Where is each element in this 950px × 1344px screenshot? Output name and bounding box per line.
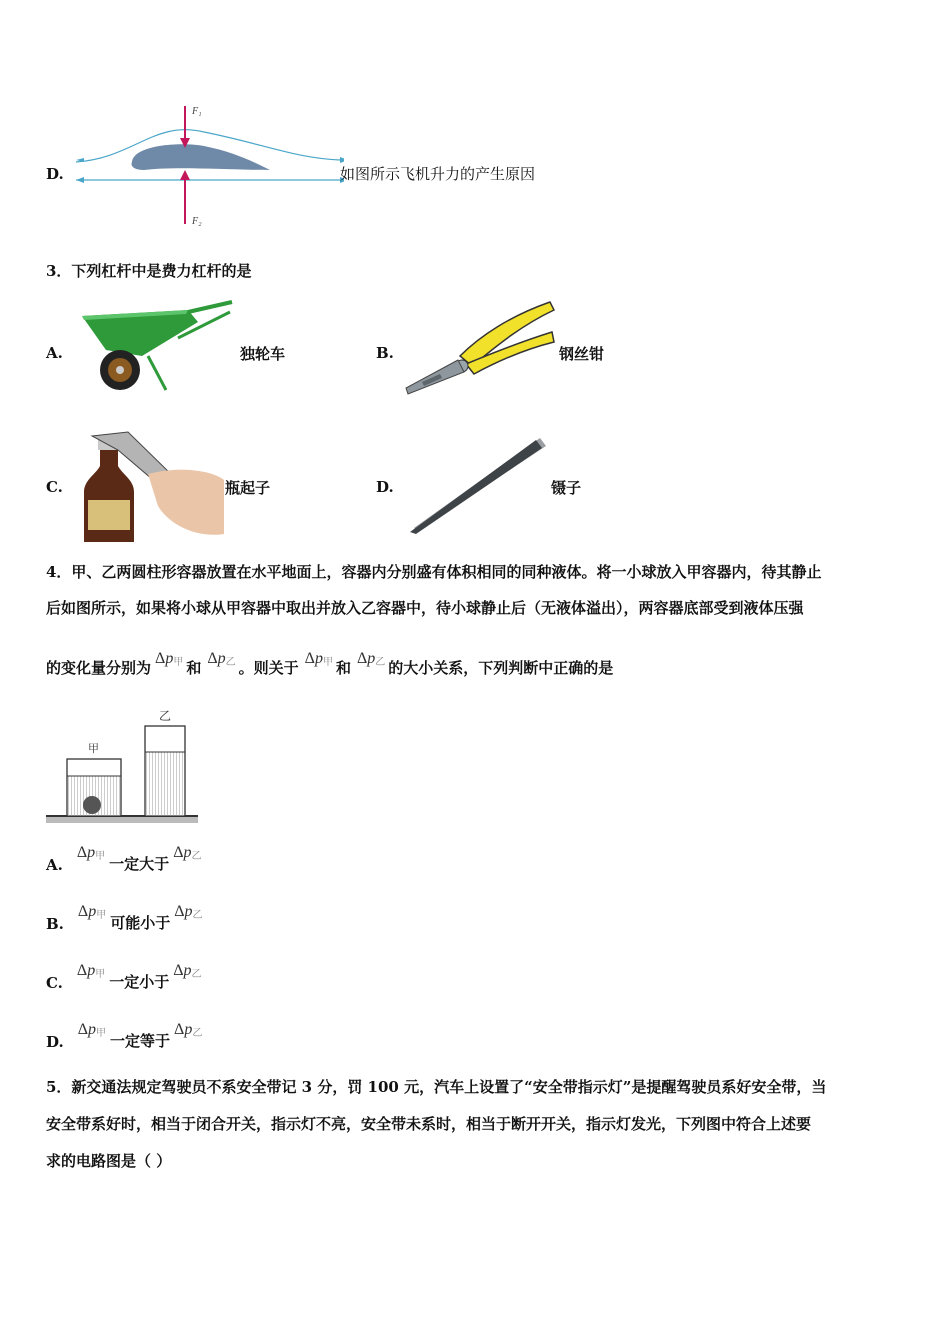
option-text: 瓶起子: [225, 479, 271, 497]
tweezers-icon: [406, 436, 548, 536]
text-segment: 和: [335, 659, 351, 677]
label-jia: 甲: [88, 743, 99, 755]
question-4-line2: 后如图所示，如果将小球从甲容器中取出并放入乙容器中，待小球静止后（无液体溢出），两容器底部受到液体压强: [46, 599, 804, 617]
question-3-stem: 3．下列杠杆中是费力杠杆的是: [46, 262, 252, 280]
q4-option-c[interactable]: C. $\Delta p_甲$ 一定小于 $\Delta p_乙$: [46, 962, 202, 992]
option-label: D.: [376, 478, 394, 496]
wheelbarrow-icon: [78, 298, 234, 394]
delta-p-yi: $\Delta p_乙$: [174, 903, 203, 921]
pliers-icon: [400, 296, 556, 398]
q4-option-a[interactable]: A. $\Delta p_甲$ 一定大于 $\Delta p_乙$: [46, 844, 202, 874]
question-5-line2: 安全带系好时，相当于闭合开关，指示灯不亮，安全带未系时，相当于断开开关，指示灯发光，下列图中符合上述要: [46, 1115, 812, 1133]
option-label: C.: [46, 478, 63, 496]
option-text: 镊子: [551, 479, 582, 497]
delta-p-yi: $\Delta p_乙$: [174, 1021, 203, 1039]
delta-p-yi: $\Delta p_乙$: [207, 650, 236, 668]
text-segment: 和: [186, 659, 202, 677]
question-4-line1: 4．甲、乙两圆柱形容器放置在水平地面上，容器内分别盛有体积相同的同种液体。将一小球放入甲容器内，待其静止: [46, 563, 822, 581]
force-label-bottom: F₂: [192, 216, 202, 227]
force-label-top: F₁: [192, 106, 202, 117]
q4-option-b[interactable]: B. $\Delta p_甲$ 可能小于 $\Delta p_乙$: [46, 903, 203, 933]
text-segment: 。则关于: [238, 659, 299, 677]
text-segment: 的大小关系，下列判断中正确的是: [388, 659, 614, 677]
q4-option-d[interactable]: D. $\Delta p_甲$ 一定等于 $\Delta p_乙$: [46, 1021, 203, 1051]
question-5-line3: 求的电路图是（ ）: [46, 1152, 172, 1170]
delta-p-yi: $\Delta p_乙$: [173, 962, 202, 980]
question-5-line1: 5．新交通法规定驾驶员不系安全带记 3 分，罚 100 元，汽车上设置了“安全带指示灯”是提醒驾驶员系好安全带，当: [46, 1078, 827, 1096]
delta-p-jia: $\Delta p_甲$: [77, 903, 107, 921]
ball: [83, 796, 101, 814]
delta-p-jia: $\Delta p_甲$: [77, 1021, 106, 1039]
label-yi: 乙: [159, 709, 172, 723]
bottle-opener-icon: [78, 430, 224, 542]
option-label: B.: [376, 344, 394, 362]
option-text: 如图所示飞机升力的产生原因: [340, 165, 536, 183]
airfoil-figure: [74, 100, 344, 230]
delta-p-jia: $\Delta p_甲$: [155, 650, 184, 668]
delta-p-yi: $\Delta p_乙$: [173, 844, 202, 862]
delta-p-jia: $\Delta p_甲$: [76, 844, 106, 862]
option-text: 独轮车: [240, 345, 286, 363]
airfoil-shape: [132, 144, 271, 170]
containers-figure: [44, 702, 200, 826]
delta-p-yi: $\Delta p_乙$: [356, 650, 386, 668]
option-label: D.: [46, 165, 64, 183]
delta-p-jia: $\Delta p_甲$: [76, 962, 106, 980]
delta-p-jia: $\Delta p_甲$: [304, 650, 333, 668]
option-text: 钢丝钳: [559, 345, 605, 363]
option-label: A.: [46, 344, 63, 362]
text-segment: 的变化量分别为: [46, 659, 152, 677]
question-4-line3: [46, 648, 613, 678]
